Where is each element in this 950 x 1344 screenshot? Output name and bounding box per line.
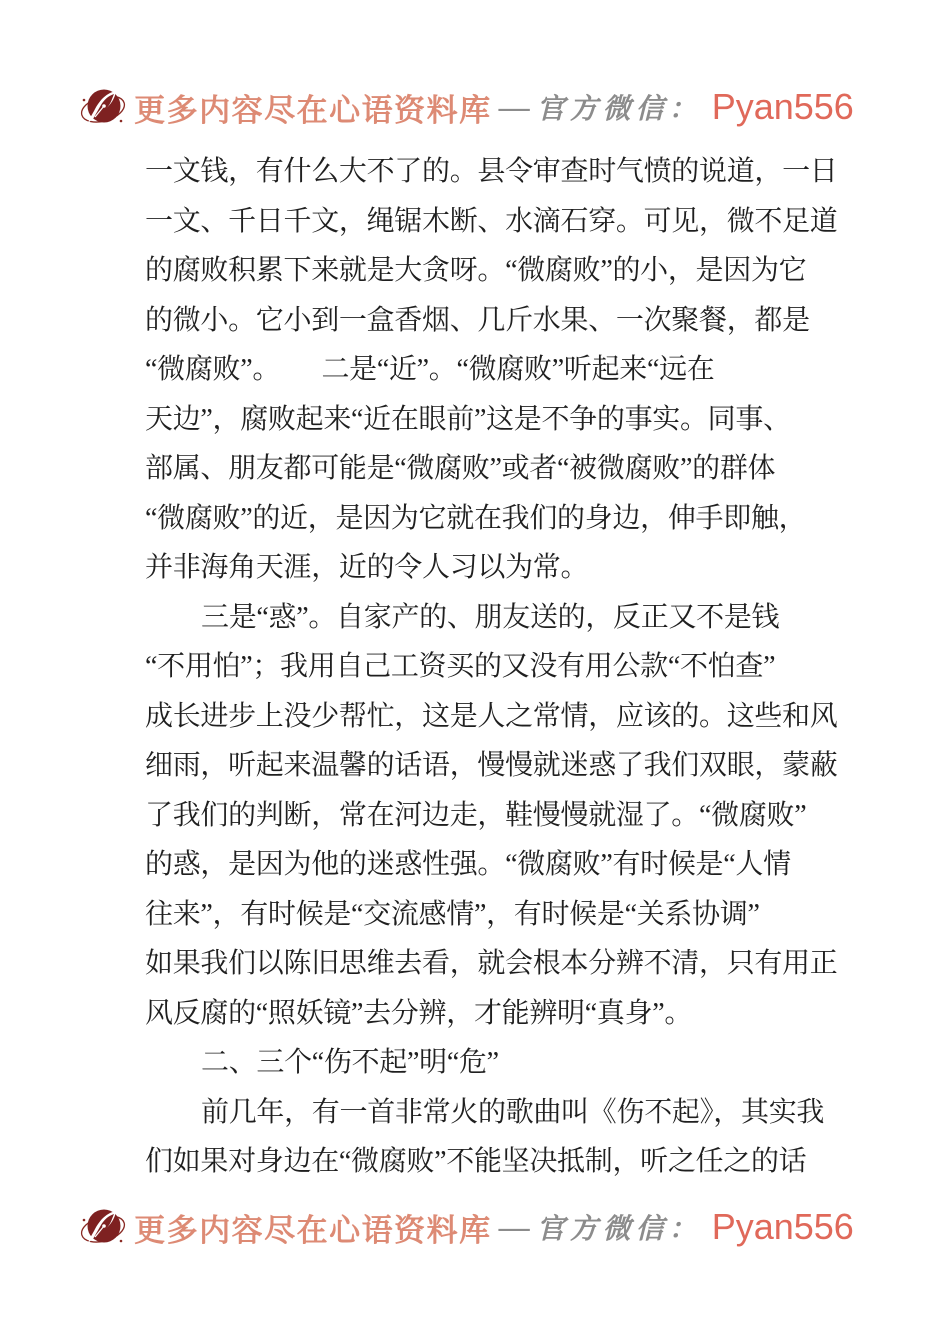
text-line: “微腐败”的近，是因为它就在我们的身边，伸手即触， (145, 502, 807, 534)
footer-watermark (0, 1198, 942, 1256)
text-line: 成长进步上没少帮忙，这是人之常情，应该的。这些和风 (145, 700, 838, 732)
text-line: 风反腐的“照妖镜”去分辨，才能辨明“真身”。 (145, 997, 693, 1029)
text-line: 天边”，腐败起来“近在眼前”这是不争的事实。同事、 (145, 403, 791, 435)
watermark-wechat-label: 官方微信： (536, 94, 702, 125)
watermark-wechat-id: Pyan556 (711, 1206, 854, 1247)
text-line: 部属、朋友都可能是“微腐败”或者“被微腐败”的群体 (145, 453, 776, 484)
text-line: 一文钱，有什么大不了的。县令审查时气愤的说道，一日 (145, 156, 838, 187)
text-line: 如果我们以陈旧思维去看，就会根本分辨不清，只有用正 (145, 948, 838, 979)
document-lines (145, 147, 855, 1187)
text-line: 三是“惑”。自家产的、朋友送的，反正又不是钱 (201, 601, 780, 633)
watermark-wechat-id: Pyan556 (711, 86, 854, 127)
text-line: 们如果对身边在“微腐败”不能坚决抵制，听之任之的话 (145, 1146, 807, 1177)
text-line: 往来”，有时候是“交流感情”，有时候是“关系协调” (145, 898, 760, 930)
watermark-wechat-label: 官方微信： (536, 1214, 702, 1245)
watermark-dash: — (498, 1209, 530, 1244)
pen-nib-logo-icon (80, 78, 126, 136)
text-line: 前几年，有一首非常火的歌曲叫《伤不起》，其实我 (201, 1096, 825, 1128)
text-line: “不用怕”；我用自己工资买的又没有用公款“不怕查” (145, 651, 776, 682)
pen-nib-logo-icon (80, 1198, 126, 1256)
text-line: 二、三个“伤不起”明“危” (201, 1047, 499, 1078)
text-line: 的微小。它小到一盒香烟、几斤水果、一次聚餐，都是 (145, 304, 810, 336)
text-line: 的惑，是因为他的迷惑性强。“微腐败”有时候是“人情 (145, 849, 791, 880)
watermark-dash: — (498, 89, 530, 124)
watermark-site-text: 更多内容尽在心语资料库 (134, 92, 492, 128)
header-watermark (0, 78, 942, 136)
text-line: 了我们的判断，常在河边走，鞋慢慢就湿了。“微腐败” (145, 799, 807, 831)
text-line: “微腐败”。 二是“近”。“微腐败”听起来“远在 (145, 354, 715, 385)
text-line: 细雨，听起来温馨的话语，慢慢就迷惑了我们双眼，蒙蔽 (145, 750, 838, 781)
text-line: 一文、千日千文，绳锯木断、水滴石穿。可见，微不足道 (145, 205, 838, 237)
text-line: 并非海角天涯，近的令人习以为常。 (145, 552, 589, 583)
watermark-site-text: 更多内容尽在心语资料库 (134, 1212, 492, 1248)
text-line: 的腐败积累下来就是大贪呀。“微腐败”的小，是因为它 (145, 255, 807, 286)
